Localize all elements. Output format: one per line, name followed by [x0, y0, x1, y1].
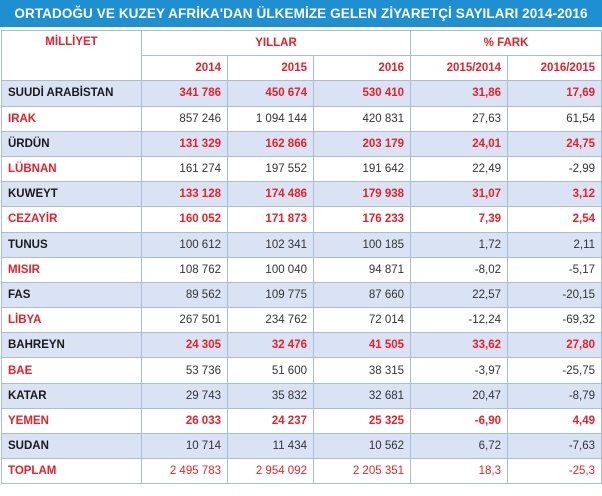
cell-2014: 341 786	[142, 81, 228, 106]
cell-fark-2: 2,11	[508, 232, 602, 257]
cell-2016: 100 185	[314, 232, 411, 257]
cell-fark-1: 22,57	[411, 282, 508, 307]
cell-2014: 24 305	[142, 333, 228, 358]
cell-2016: 25 325	[314, 408, 411, 433]
cell-2015: 35 832	[228, 383, 314, 408]
cell-fark-2: 17,69	[508, 81, 602, 106]
table-row-lubnan	[2, 156, 602, 181]
cell-fark-2: -25,3	[508, 459, 602, 484]
cell-2016: 191 642	[314, 156, 411, 181]
table-row-urdun	[2, 131, 602, 156]
cell-name: ÜRDÜN	[2, 131, 142, 156]
cell-2015: 32 476	[228, 333, 314, 358]
table-row-yemen	[2, 408, 602, 433]
table-row-bahreyn	[2, 333, 602, 358]
table-title: ORTADOĞU VE KUZEY AFRİKA'DAN ÜLKEMİZE GELEN ZİYARETÇİ SAYILARI 2014-2016	[0, 0, 602, 27]
cell-2014: 29 743	[142, 383, 228, 408]
cell-2016: 420 831	[314, 106, 411, 131]
cell-2016: 41 505	[314, 333, 411, 358]
cell-2016: 176 233	[314, 207, 411, 232]
cell-2014: 160 052	[142, 207, 228, 232]
cell-fark-1: 1,72	[411, 232, 508, 257]
cell-fark-2: -5,17	[508, 257, 602, 282]
table-row-libya	[2, 308, 602, 333]
cell-fark-1: 33,62	[411, 333, 508, 358]
cell-name: LÜBNAN	[2, 156, 142, 181]
cell-2014: 53 736	[142, 358, 228, 383]
table-row-suudi-arabistan	[2, 81, 602, 106]
cell-2016: 87 660	[314, 282, 411, 307]
table-row-katar	[2, 383, 602, 408]
cell-fark-2: 27,80	[508, 333, 602, 358]
cell-2015: 197 552	[228, 156, 314, 181]
header-row-1	[2, 31, 602, 56]
cell-fark-2: -7,63	[508, 434, 602, 459]
cell-name: TOPLAM	[2, 459, 142, 484]
cell-2014: 108 762	[142, 257, 228, 282]
cell-2016: 179 938	[314, 182, 411, 207]
cell-2015: 162 866	[228, 131, 314, 156]
cell-name: IRAK	[2, 106, 142, 131]
cell-2016: 32 681	[314, 383, 411, 408]
cell-fark-1: 20,47	[411, 383, 508, 408]
cell-2016: 94 871	[314, 257, 411, 282]
cell-2014: 10 714	[142, 434, 228, 459]
cell-2016: 203 179	[314, 131, 411, 156]
cell-fark-1: 22,49	[411, 156, 508, 181]
cell-2015: 24 237	[228, 408, 314, 433]
header-2015: 2015	[228, 56, 314, 81]
cell-fark-1: 31,86	[411, 81, 508, 106]
cell-fark-1: -8,02	[411, 257, 508, 282]
cell-2015: 450 674	[228, 81, 314, 106]
cell-2015: 2 954 092	[228, 459, 314, 484]
cell-fark-1: 6,72	[411, 434, 508, 459]
cell-2015: 11 434	[228, 434, 314, 459]
cell-fark-2: 4,49	[508, 408, 602, 433]
cell-name: LİBYA	[2, 308, 142, 333]
cell-fark-2: 24,75	[508, 131, 602, 156]
cell-fark-1: 18,3	[411, 459, 508, 484]
cell-name: KUWEYT	[2, 182, 142, 207]
cell-2015: 100 040	[228, 257, 314, 282]
cell-fark-2: 61,54	[508, 106, 602, 131]
cell-fark-2: 3,12	[508, 182, 602, 207]
cell-2014: 161 274	[142, 156, 228, 181]
table-row-irak	[2, 106, 602, 131]
visitor-table	[1, 30, 602, 484]
cell-2016: 10 562	[314, 434, 411, 459]
cell-fark-2: -69,32	[508, 308, 602, 333]
table-row-total	[2, 459, 602, 484]
table-row-sudan	[2, 434, 602, 459]
cell-fark-1: -12,24	[411, 308, 508, 333]
cell-fark-2: -20,15	[508, 282, 602, 307]
cell-2016: 38 315	[314, 358, 411, 383]
cell-fark-2: -25,75	[508, 358, 602, 383]
cell-fark-1: 31,07	[411, 182, 508, 207]
cell-2014: 857 246	[142, 106, 228, 131]
cell-2014: 133 128	[142, 182, 228, 207]
cell-fark-2: -2,99	[508, 156, 602, 181]
cell-name: CEZAYİR	[2, 207, 142, 232]
cell-name: KATAR	[2, 383, 142, 408]
header-milliyet: MİLLİYET	[2, 31, 142, 81]
cell-2016: 530 410	[314, 81, 411, 106]
header-fark-2016-2015: 2016/2015	[508, 56, 602, 81]
cell-fark-1: -3,97	[411, 358, 508, 383]
table-row-cezayir	[2, 207, 602, 232]
cell-2016: 2 205 351	[314, 459, 411, 484]
cell-name: TUNUS	[2, 232, 142, 257]
table-row-kuweyt	[2, 182, 602, 207]
table-row-fas	[2, 282, 602, 307]
cell-2016: 72 014	[314, 308, 411, 333]
cell-2015: 51 600	[228, 358, 314, 383]
header-fark-2015-2014: 2015/2014	[411, 56, 508, 81]
header-2014: 2014	[142, 56, 228, 81]
cell-fark-1: -6,90	[411, 408, 508, 433]
cell-2015: 1 094 144	[228, 106, 314, 131]
cell-2014: 2 495 783	[142, 459, 228, 484]
cell-fark-1: 24,01	[411, 131, 508, 156]
cell-2014: 89 562	[142, 282, 228, 307]
cell-2015: 171 873	[228, 207, 314, 232]
table-row-bae	[2, 358, 602, 383]
cell-fark-1: 27,63	[411, 106, 508, 131]
cell-name: SUUDİ ARABİSTAN	[2, 81, 142, 106]
cell-name: SUDAN	[2, 434, 142, 459]
cell-name: YEMEN	[2, 408, 142, 433]
header-fark: % FARK	[411, 31, 602, 56]
header-yillar: YILLAR	[142, 31, 411, 56]
cell-name: BAE	[2, 358, 142, 383]
header-2016: 2016	[314, 56, 411, 81]
cell-2015: 174 486	[228, 182, 314, 207]
cell-2015: 102 341	[228, 232, 314, 257]
cell-name: BAHREYN	[2, 333, 142, 358]
table-row-misir	[2, 257, 602, 282]
cell-2014: 267 501	[142, 308, 228, 333]
cell-2015: 109 775	[228, 282, 314, 307]
cell-fark-1: 7,39	[411, 207, 508, 232]
cell-name: MISIR	[2, 257, 142, 282]
cell-fark-2: -8,79	[508, 383, 602, 408]
cell-name: FAS	[2, 282, 142, 307]
cell-2014: 100 612	[142, 232, 228, 257]
cell-fark-2: 2,54	[508, 207, 602, 232]
cell-2014: 26 033	[142, 408, 228, 433]
table-row-tunus	[2, 232, 602, 257]
cell-2014: 131 329	[142, 131, 228, 156]
cell-2015: 234 762	[228, 308, 314, 333]
